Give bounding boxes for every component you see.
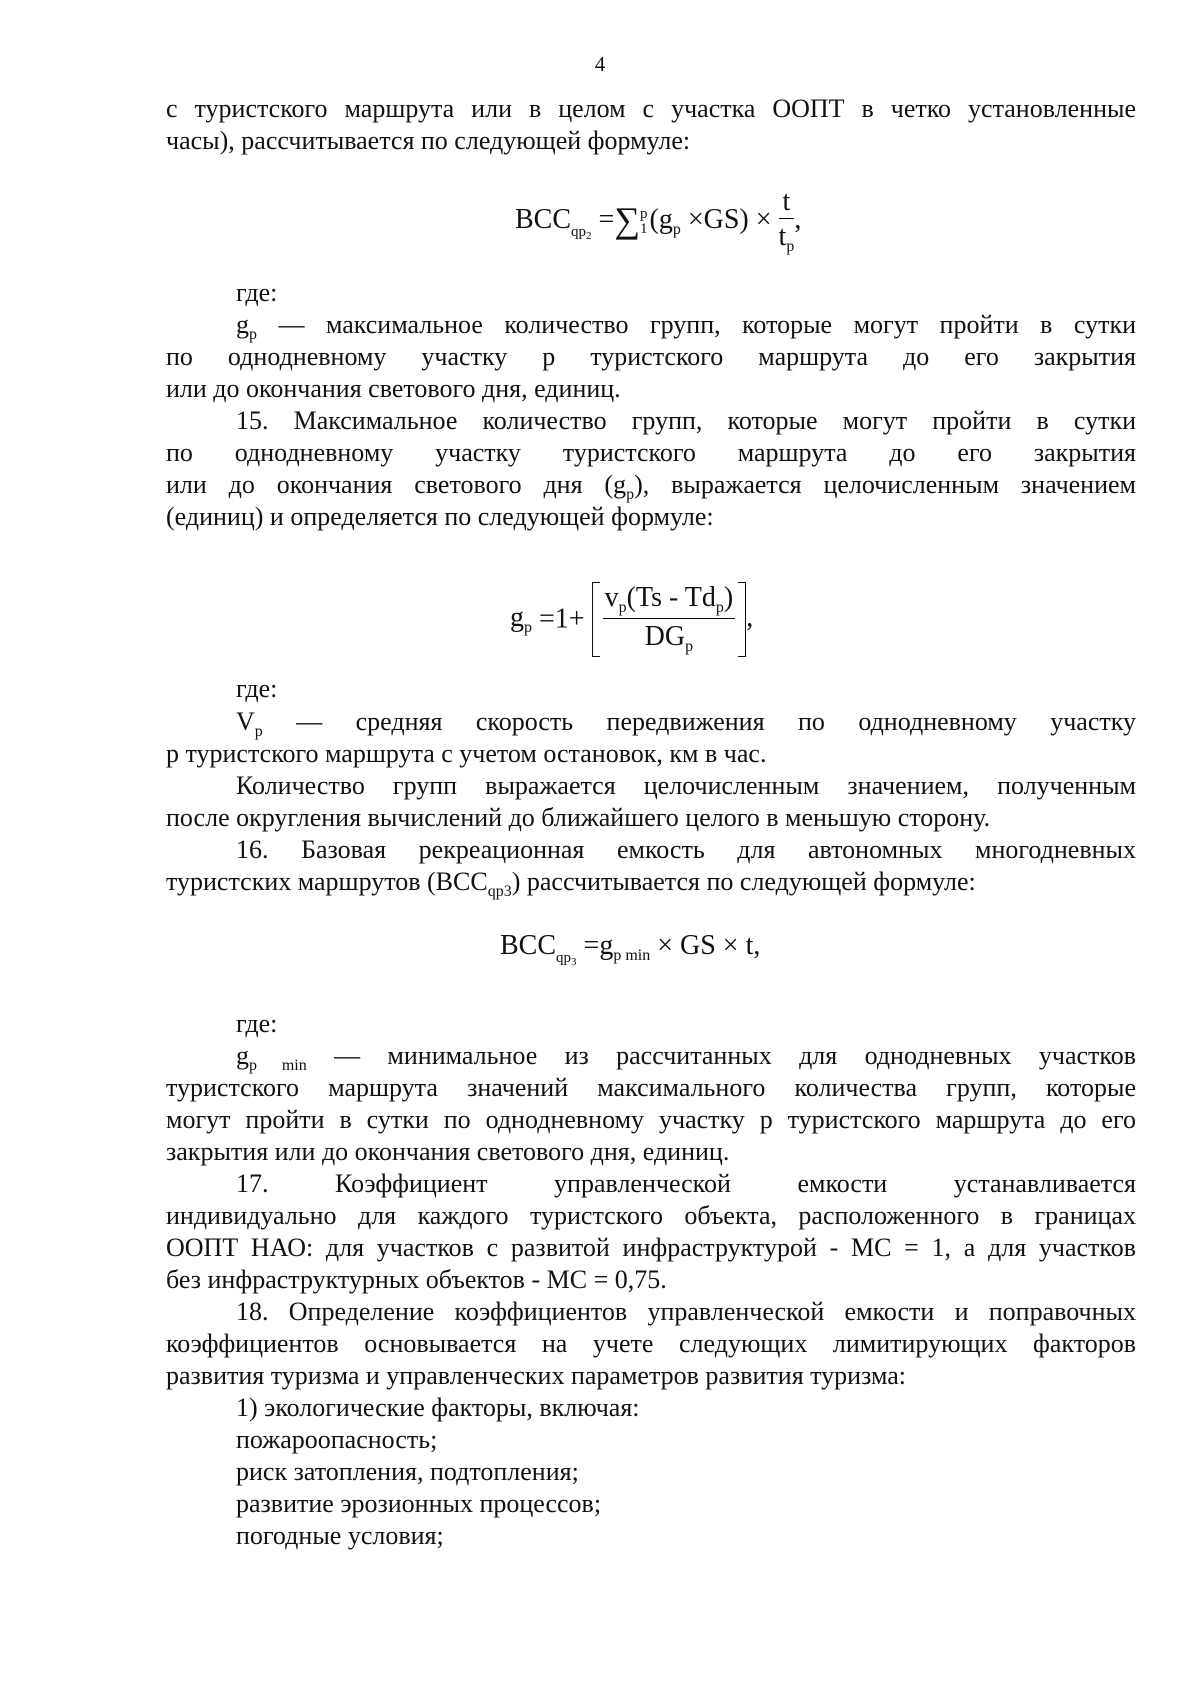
paragraph-line: развития туризма и управленческих параметров развития туризма:	[166, 1361, 907, 1390]
paragraph-line: с туристского маршрута или в целом с участка ООПТ в четко установленные	[166, 94, 1136, 123]
definition-vp: $V_p$ — средняя скорость передвижения по однодневному участку	[236, 707, 1136, 740]
where-label: где:	[236, 278, 278, 307]
definition-gp: $g_p$ — максимальное количество групп, которые могут пройти в сутки	[236, 310, 1136, 343]
formula-lhs-sub: qp3	[556, 950, 577, 968]
list-item: развитие эрозионных процессов;	[236, 1489, 602, 1518]
paragraph-line: (единиц) и определяется по следующей формуле:	[166, 502, 714, 531]
paragraph-line: после округления вычислений до ближайшего целого в меньшую сторону.	[166, 803, 991, 832]
fraction-t-over-tp: $\frac{t}{t_p}$	[778, 186, 795, 255]
paragraph-line: p туристского маршрута с учетом остановок, км в час.	[166, 739, 767, 768]
formula-eq: =	[598, 203, 615, 235]
sigma-limits: p 1	[640, 205, 648, 237]
paragraph-line: или до окончания светового дня, единиц.	[166, 374, 621, 403]
formula-lhs-sub: qp2	[571, 223, 592, 242]
formula-bcc-qp2: $BCC_{qp_2}$ =∑ p 1 $(g_p \times GS)$ × $\frac{t}{t_p}$ ,	[515, 186, 802, 255]
paragraph-line: индивидуально для каждого туристского объекта, расположенного в границах	[166, 1201, 1136, 1230]
paragraph-line: часы), рассчитывается по следующей формуле:	[166, 126, 691, 155]
list-item: пожароопасность;	[236, 1425, 438, 1454]
paragraph-line: могут пройти в сутки по однодневному участку p туристского маршрута до его	[166, 1105, 1136, 1134]
paragraph-line: туристских маршрутов $(BCC_{qp3})$ рассчитывается по следующей формуле:	[166, 867, 976, 900]
formula-gp: $g_p =1+$ $\frac{v_p(Ts - Td_p)}{DG_p}$ ,	[510, 582, 754, 655]
paragraph-16: 16. Базовая рекреационная емкость для автономных многодневных	[236, 835, 1136, 864]
paragraph-line: по однодневному участку p туристского маршрута до его закрытия	[166, 342, 1136, 371]
floor-bracket	[592, 582, 747, 657]
page-number: 4	[594, 52, 606, 76]
paragraph-rounding: Количество групп выражается целочисленным значением, полученным	[236, 771, 1136, 800]
paragraph-line: ООПТ НАО: для участков с развитой инфраструктурой - MC = 1, а для участков	[166, 1233, 1136, 1262]
formula-lhs: BCC	[515, 203, 572, 235]
where-label: где:	[236, 1009, 278, 1038]
paragraph-17: 17. Коэффициент управленческой емкости устанавливается	[236, 1169, 1136, 1198]
paragraph-line: туристского маршрута значений максимального количества групп, которые	[166, 1073, 1136, 1102]
paragraph-18: 18. Определение коэффициентов управленческой емкости и поправочных	[236, 1297, 1136, 1326]
paragraph-line: по однодневному участку туристского маршрута до его закрытия	[166, 438, 1136, 467]
paragraph-line: без инфраструктурных объектов - MC = 0,75.	[166, 1265, 667, 1294]
paragraph-line: или до окончания светового дня $(g_p)$, выражается целочисленным значением	[166, 470, 1136, 503]
paragraph-line: коэффициентов основывается на учете следующих лимитирующих факторов	[166, 1329, 1136, 1358]
list-item: погодные условия;	[236, 1521, 444, 1550]
where-label: где:	[236, 674, 278, 703]
formula-times: ×	[755, 203, 772, 235]
list-item: риск затопления, подтопления;	[236, 1457, 579, 1486]
fraction-vp-over-dgp: $\frac{v_p(Ts - Td_p)}{DG_p}$	[604, 582, 734, 655]
paragraph-line: закрытия или до окончания светового дня, единиц.	[166, 1137, 730, 1166]
sigma-symbol: ∑	[614, 199, 640, 240]
paragraph-15: 15. Максимальное количество групп, которые могут пройти в сутки	[236, 406, 1136, 435]
formula-bcc-qp3: $BCC_{qp_3} =g_{p min}$ × GS × t,	[500, 930, 761, 968]
definition-gpmin: $g_{p min}$ — минимальное из рассчитанных для однодневных участков	[236, 1041, 1137, 1074]
list-intro: 1) экологические факторы, включая:	[236, 1393, 640, 1422]
